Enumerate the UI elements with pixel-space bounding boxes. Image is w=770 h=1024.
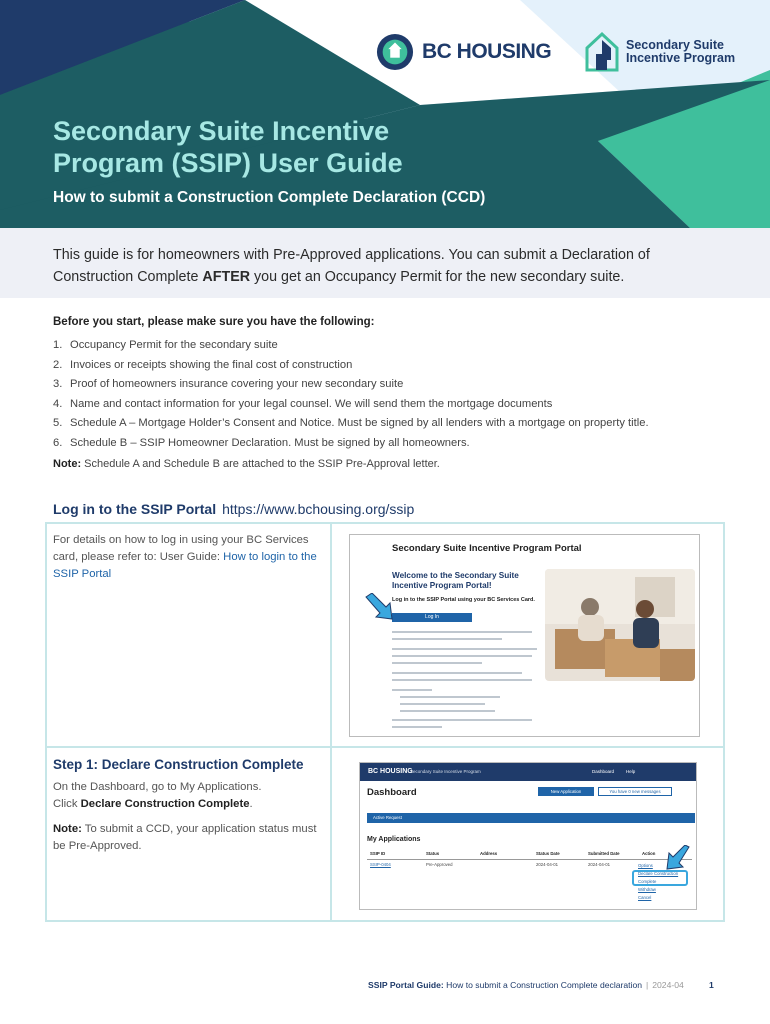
bc-housing-logo-icon [376, 33, 414, 71]
my-applications-heading: My Applications [367, 836, 421, 843]
requirements-note [53, 458, 440, 470]
page-title: Secondary Suite Incentive Program (SSIP) User Guide [53, 116, 403, 178]
list-item-number: 5. [53, 417, 63, 429]
list-item-number: 3. [53, 378, 63, 390]
list-item-number: 6. [53, 436, 63, 449]
list-item [53, 356, 649, 376]
pointer-arrow-icon [665, 845, 691, 871]
requirements-list [53, 336, 649, 453]
column-header: SSIP ID [370, 851, 386, 856]
header-banner [0, 0, 770, 228]
nav-help: Help [626, 769, 636, 774]
intro-text [0, 228, 770, 298]
list-item-text: Schedule A – Mortgage Holder’s Consent and Notice. Must be signed by all lenders with a mortgage on property title. [70, 417, 649, 429]
step1-instructions [53, 756, 323, 863]
portal-url-link[interactable]: https://www.bchousing.org/ssip [222, 501, 415, 517]
footer-date: 2024-04 [652, 980, 684, 990]
column-header: Status Date [536, 851, 560, 856]
step1-text [53, 779, 323, 813]
login-instructions [53, 532, 323, 583]
list-item [53, 434, 649, 454]
house-icon [584, 30, 620, 74]
messages-button: You have 0 new messages [598, 787, 672, 796]
login-desc: For details on how to log in using your BC Services card, please refer to: User Guide: [53, 534, 309, 563]
list-item-text: Name and contact information for your legal counsel. We will send them the mortgage documents [70, 397, 553, 410]
login-heading [53, 501, 414, 517]
declare-highlight-box [632, 870, 688, 886]
list-item [53, 375, 649, 395]
list-item-text: Proof of homeowners insurance covering your new secondary suite [70, 378, 404, 390]
footer-separator: | [646, 980, 649, 990]
column-divider [330, 748, 332, 920]
portal-welcome: Welcome to the Secondary Suite Incentive Program Portal! [392, 571, 519, 590]
portal-login-line: Log in to the SSIP Portal using your BC Services Card. [392, 597, 535, 603]
list-item-text: Schedule B – SSIP Homeowner Declaration. Must be signed by all homeowners. [70, 436, 470, 449]
table-divider [367, 859, 692, 860]
dashboard-screenshot [359, 762, 697, 910]
step1-line1: On the Dashboard, go to My Applications. [53, 781, 262, 793]
new-application-button: New Application [538, 787, 594, 796]
table-cell-submitted: 2024-04-01 [588, 862, 610, 867]
action-cancel: Cancel [638, 895, 652, 900]
step1-note-label: Note: [53, 823, 82, 835]
ssip-logo-line1: Secondary Suite [626, 38, 724, 52]
requirements-heading: Before you start, please make sure you have the following: [53, 316, 375, 328]
action-declare-construction-complete: Declare Construction Complete [638, 871, 679, 884]
list-item-text: Invoices or receipts showing the final cost of construction [70, 358, 353, 371]
list-item [53, 414, 649, 434]
table-cell-id: SSIP-0404 [370, 862, 391, 867]
step1-note [53, 821, 323, 855]
table-cell-status-date: 2024-04-01 [536, 862, 558, 867]
footer-label: SSIP Portal Guide: [368, 980, 444, 990]
pointer-arrow-icon [364, 593, 394, 621]
dashboard-heading: Dashboard [367, 787, 417, 798]
portal-title: Secondary Suite Incentive Program Portal [392, 543, 582, 554]
bc-housing-logo-text: BC HOUSING [422, 40, 552, 63]
intro-part2: you get an Occupancy Permit for the new secondary suite. [250, 269, 625, 285]
list-item-text: Occupancy Permit for the secondary suite [70, 339, 278, 351]
active-request-select: Active Request [367, 813, 695, 823]
dashboard-navbar [360, 763, 696, 781]
login-guide-link[interactable]: How to login to the SSIP Portal [53, 551, 317, 580]
list-item-number: 1. [53, 339, 63, 351]
list-item [53, 395, 649, 415]
intro-bold: AFTER [202, 269, 251, 285]
portal-login-screenshot [349, 534, 700, 737]
page-subtitle: How to submit a Construction Complete Declaration (CCD) [53, 189, 486, 206]
table-cell-status: Pre-Approved [426, 862, 453, 867]
step1-box [45, 746, 725, 922]
list-item-number: 2. [53, 358, 63, 371]
step1-line2-suffix: . [249, 798, 253, 810]
column-header: Status [426, 851, 440, 856]
footer-title [368, 980, 684, 990]
dashboard-nav-sub: Secondary Suite Incentive Program [410, 769, 481, 774]
bc-housing-logo [376, 33, 551, 71]
intro-part1: This guide is for homeowners with Pre-Approved applications. You can submit a Declaration of Construction Complete [53, 247, 650, 285]
step1-line2-prefix: Click [53, 798, 81, 810]
list-item-number: 4. [53, 397, 63, 410]
homeowners-photo [545, 569, 695, 681]
column-header: Address [480, 851, 498, 856]
column-header: Submitted Date [588, 851, 620, 856]
page-number: 1 [709, 980, 714, 990]
dashboard-brand: BC HOUSING [368, 768, 413, 775]
column-header: Action [642, 851, 656, 856]
action-withdraw: Withdraw [638, 887, 656, 892]
portal-login-button: Log In [392, 613, 472, 622]
login-box [45, 522, 725, 748]
ssip-logo [584, 30, 735, 74]
login-heading-text: Log in to the SSIP Portal [53, 501, 217, 517]
list-item [53, 336, 649, 356]
footer-text: How to submit a Construction Complete declaration [443, 980, 643, 990]
column-divider [330, 524, 332, 746]
nav-dashboard: Dashboard [592, 769, 615, 774]
note-label: Note: [53, 458, 82, 470]
action-options: Options [638, 863, 653, 868]
note-text: Schedule A and Schedule B are attached to the SSIP Pre-Approval letter. [81, 458, 440, 470]
step1-heading: Step 1: Declare Construction Complete [53, 757, 304, 772]
ssip-logo-line2: Incentive Program [626, 51, 736, 65]
step1-line2-bold: Declare Construction Complete [80, 798, 250, 810]
step1-note-text: To submit a CCD, your application status must be Pre-Approved. [53, 823, 317, 852]
